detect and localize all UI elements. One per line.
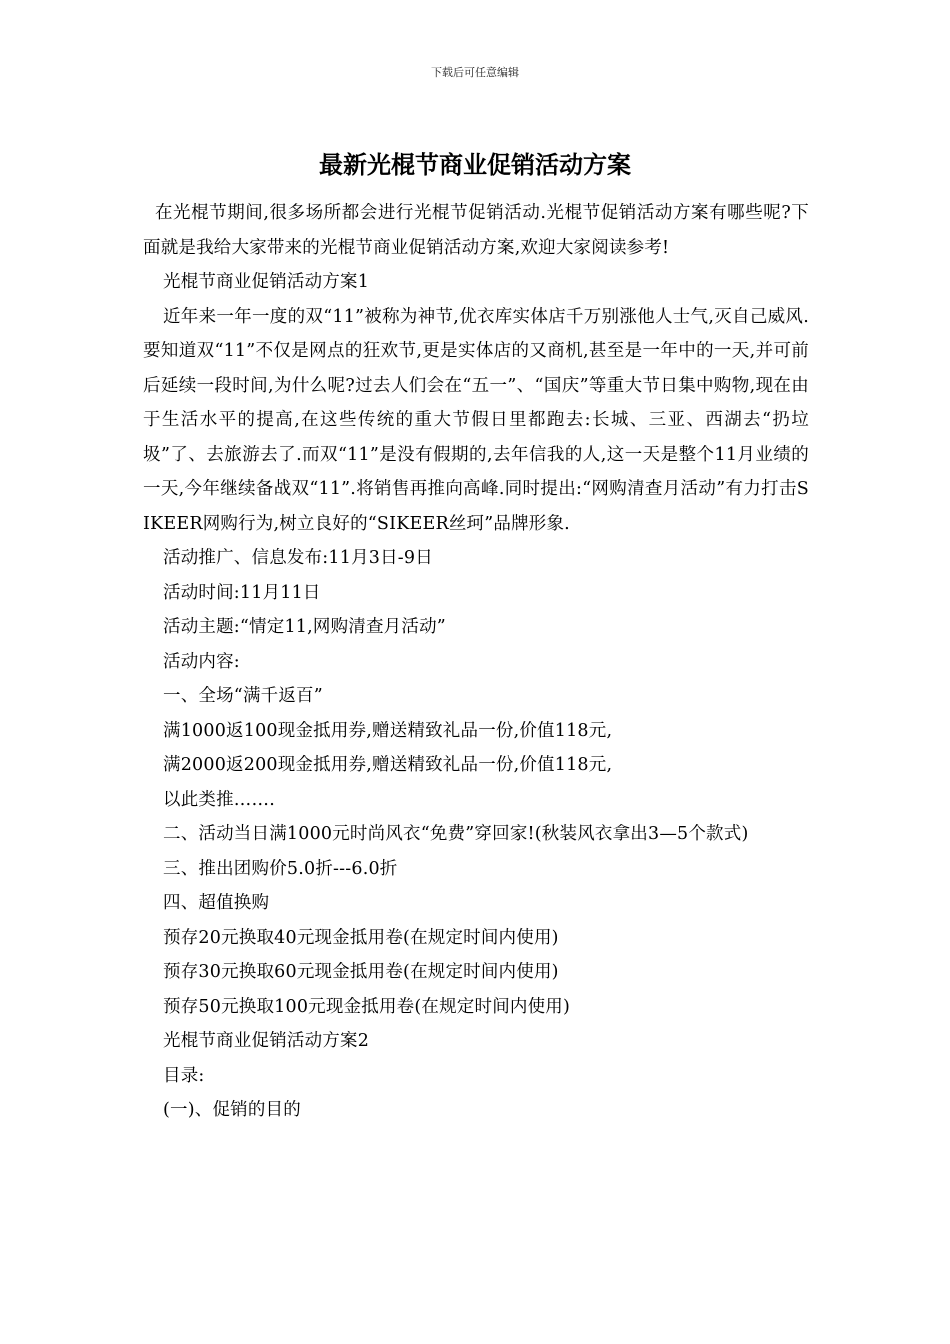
- item-two-paragraph: 二、活动当日满1000元时尚风衣“免费”穿回家!(秋装风衣拿出3—5个款式): [163, 824, 749, 844]
- section-heading-plan-1: 光棍节商业促销活动方案1: [163, 272, 370, 292]
- page-header-note: 下载后可任意编辑: [431, 66, 519, 79]
- section-heading-plan-2: 光棍节商业促销活动方案2: [163, 1031, 370, 1051]
- item-four-heading: 四、超值换购: [163, 893, 270, 913]
- activity-time-line: 活动时间:11月11日: [163, 582, 321, 603]
- activity-theme-line: 活动主题:“情定11,网购清查月活动”: [163, 617, 446, 637]
- exchange-line-30: 预存30元换取60元现金抵用卷(在规定时间内使用): [163, 962, 559, 982]
- background-paragraph: 近年来一年一度的双“11”被称为神节,优衣库实体店千万别涨他人士气,灭自己威风.要知道双“11”不仅是网点的狂欢节,更是实体店的又商机,甚至是一年中的一天,并可前后延续一段时间,为什么呢?过去人们会在“五一”、“国庆”等重大节日集中购物,现在由于生活水平的提高,在这些传统的重大节假日里都跑去:长城、三亚、西湖去“扔垃圾”了、去旅游去了.而双“11”是没有假期的,去年信我的人,这一天是整个11月业绩的一天,今年继续备战双“11”.将销售再推向高峰.同时提出:“网购清查月活动”有力打击SIKEER网购行为,树立良好的“SIKEER丝珂”品牌形象.: [143, 306, 809, 534]
- item-three-line: 三、推出团购价5.0折---6.0折: [163, 858, 398, 879]
- exchange-line-20: 预存20元换取40元现金抵用卷(在规定时间内使用): [163, 927, 559, 948]
- promotion-period-line: 活动推广、信息发布:11月3日-9日: [163, 548, 433, 568]
- toc-heading: 目录:: [163, 1065, 205, 1086]
- toc-item-1: (一)、促销的目的: [163, 1100, 301, 1120]
- document-title: 最新光棍节商业促销活动方案: [319, 151, 631, 179]
- exchange-line-50: 预存50元换取100元现金抵用卷(在规定时间内使用): [163, 996, 571, 1017]
- intro-paragraph: 在光棍节期间,很多场所都会进行光棍节促销活动.光棍节促销活动方案有哪些呢?下面就是我给大家带来的光棍节商业促销活动方案,欢迎大家阅读参考!: [143, 203, 809, 258]
- item-one-heading: 一、全场“满千返百”: [163, 686, 323, 706]
- activity-content-heading: 活动内容:: [163, 651, 240, 672]
- document-body: [143, 196, 809, 1128]
- item-one-detail-1000: 满1000返100现金抵用券,赠送精致礼品一份,价值118元,: [163, 720, 613, 741]
- item-one-etc: 以此类推…….: [163, 789, 275, 810]
- item-one-detail-2000: 满2000返200现金抵用券,赠送精致礼品一份,价值118元,: [163, 755, 613, 775]
